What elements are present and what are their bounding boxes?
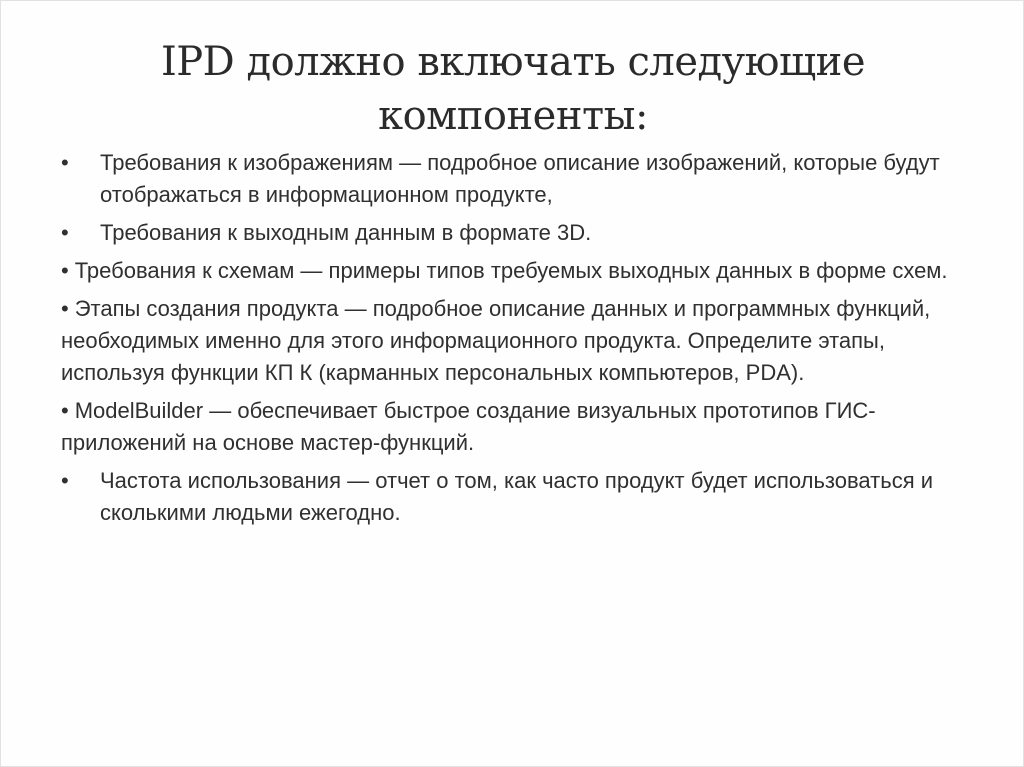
bullet-marker: • xyxy=(61,296,69,321)
bullet-text: ModelBuilder — обеспечивает быстрое создание визуальных прототипов ГИС-приложений на основе мастер-функций. xyxy=(61,398,876,455)
bullet-marker: • xyxy=(61,150,69,175)
bullet-marker: • xyxy=(61,220,69,245)
bullet-marker: • xyxy=(61,398,69,423)
bullet-text: Требования к изображениям — подробное описание изображений, которые будут отображаться в информационном продукте, xyxy=(100,150,940,207)
slide-title-line-2: компоненты: xyxy=(378,93,648,139)
bullet-marker: • xyxy=(61,258,69,283)
bullet-item-usage-frequency xyxy=(61,465,961,529)
bullet-text: Требования к выходным данным в формате 3D. xyxy=(100,220,592,245)
bullet-text: Этапы создания продукта — подробное описание данных и программных функций, необходимых именно для этого информационного продукта. Определите этапы, используя функции КП К (карманных персональных компьютеров, PDA). xyxy=(61,296,931,385)
slide-title-line-1: IPD должно включать следующие xyxy=(160,39,866,85)
bullet-text: Частота использования — отчет о том, как часто продукт будет использоваться и сколькими людьми ежегодно. xyxy=(100,468,934,525)
slide-title xyxy=(81,35,945,143)
bullet-item-output-3d xyxy=(61,217,961,249)
bullet-item-product-stages xyxy=(61,293,961,389)
bullet-item-image-requirements xyxy=(61,147,961,211)
bullet-text: Требования к схемам — примеры типов требуемых выходных данных в форме схем. xyxy=(74,258,948,283)
bullet-marker: • xyxy=(61,468,69,493)
bullet-item-schema-requirements xyxy=(61,255,961,287)
bullet-item-modelbuilder xyxy=(61,395,961,459)
bullet-list xyxy=(61,147,961,535)
